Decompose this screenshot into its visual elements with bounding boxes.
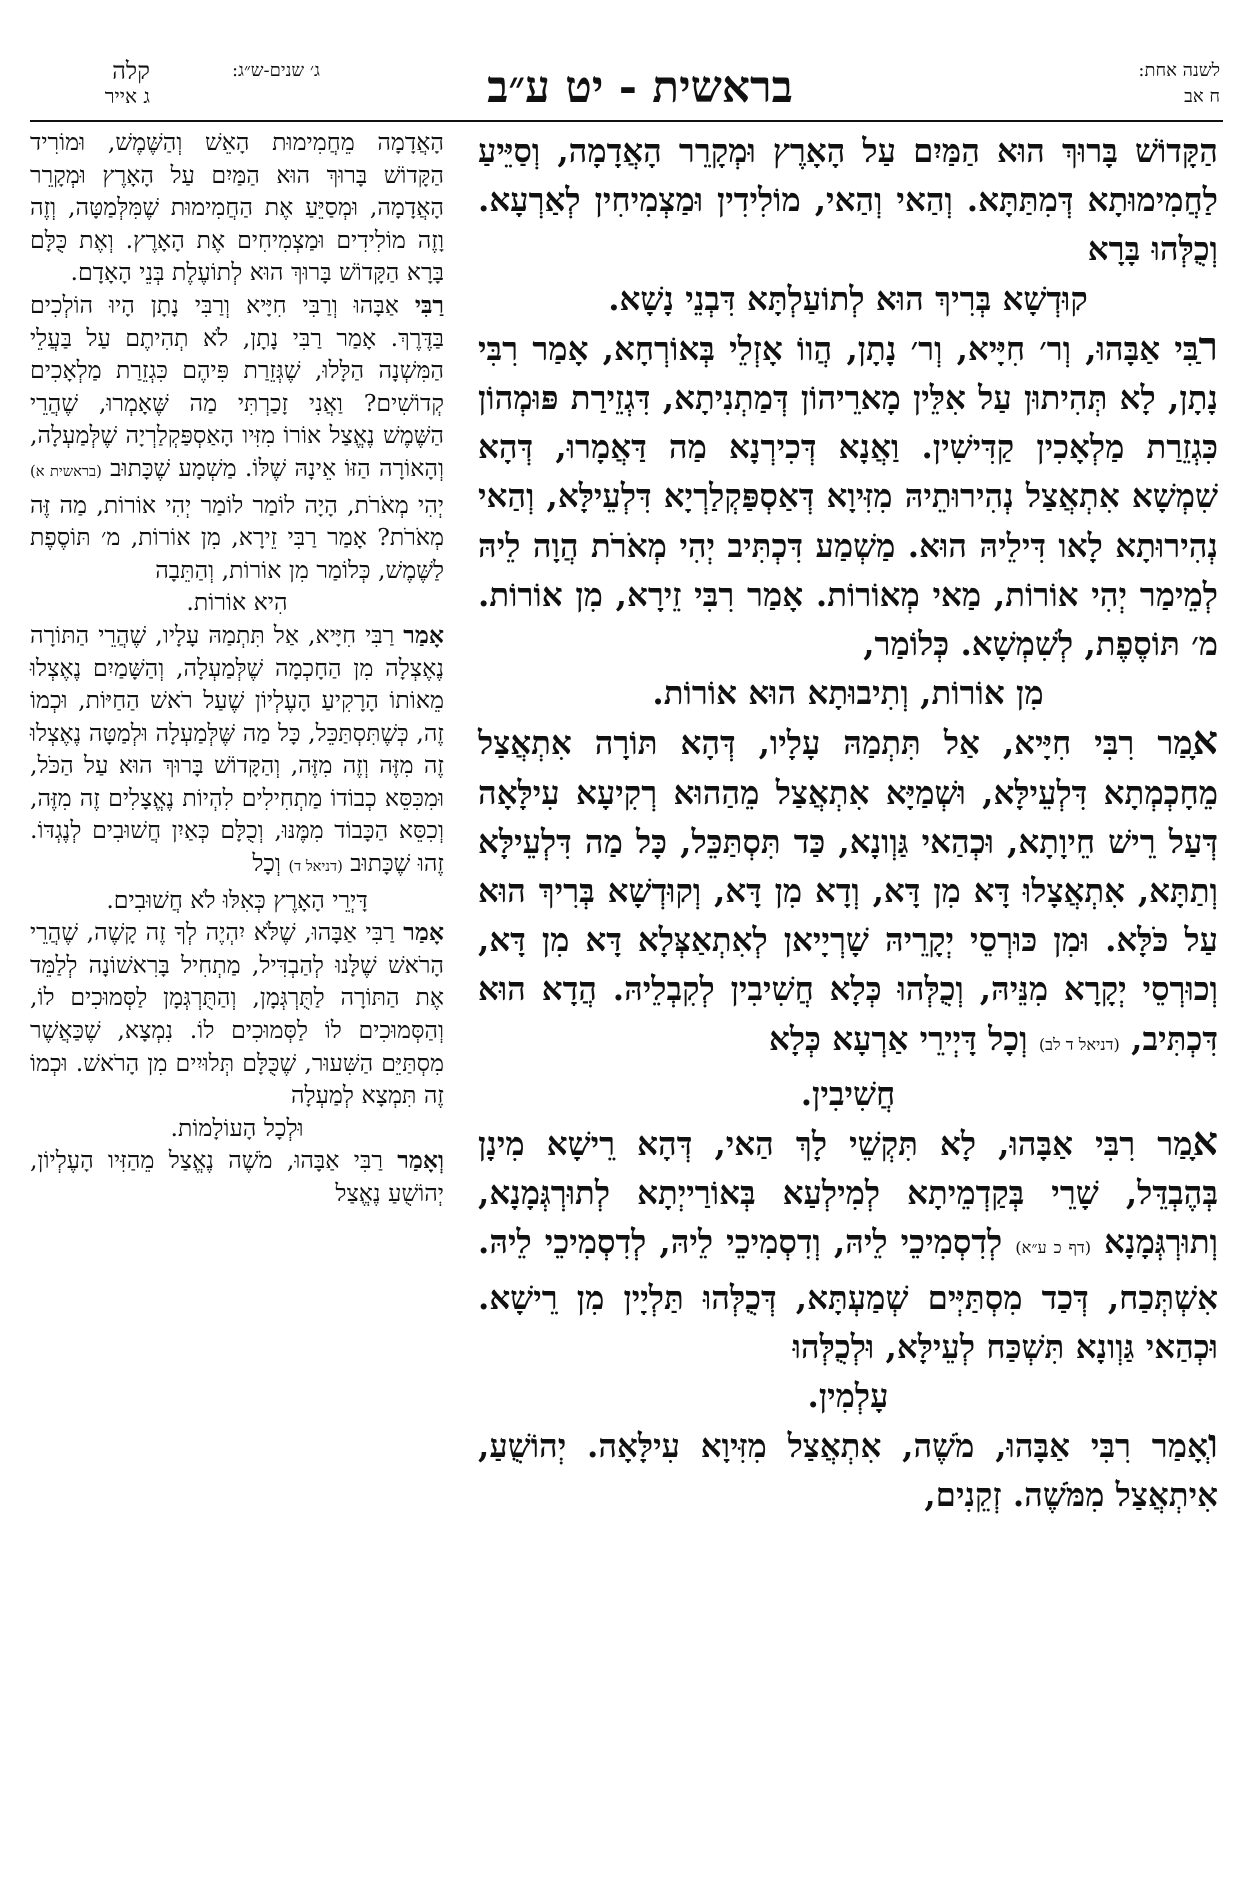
side-source-ref-2: (דניאל ד)	[288, 858, 343, 876]
main-p1-end-text: קוּדְשָׁא בְּרִיךְ הוּא לְתוֹעַלְתָּא דִּבְנֵי נָשָׁא.	[608, 278, 1088, 318]
page-label: קלה	[112, 57, 150, 85]
main-p4-text: ָמַר רִבִּי אַבָּהוּ, לָא תִּקְשֵׁי לָךְ הַאי, דְּהָא רֵישָׁא מִינָן בְּהֶבְדֵּל, שָׁרֵי בְּקַדְמֵיתָא לְמִילְעַא בְּאוֹרַייְתָא לְתוּרְגְּמָנָא, וְתוּרְגְּמָנָא	[478, 1124, 1218, 1262]
header-left	[30, 58, 150, 118]
cycle-label: ג׳ שנים-ש״ג:	[231, 60, 320, 81]
page-title: בראשית - יט ע״ב	[487, 62, 793, 113]
side-s5-text: רַבִּי אַבָּהוּ, מֹשֶׁה נֶאֱצַל מֵהַזִּיו הָעֶלְיוֹן, יְהוֹשֻׁעַ נֶאֱצַל	[30, 1146, 444, 1207]
side-s3b-text: וְכָל	[252, 849, 281, 878]
side-column	[30, 126, 444, 1210]
year-date: ח אב	[1184, 86, 1220, 107]
main-paragraph-3	[478, 717, 1218, 1068]
main-p2-end-text: מִן אוֹרוֹת, וְתִיבוּתָא הוּא אוֹרוֹת.	[652, 673, 1044, 713]
main-paragraph-2	[478, 323, 1218, 668]
side-lead-2: רַבִּי	[414, 290, 444, 319]
main-paragraph-3-end	[478, 1069, 1218, 1118]
main-paragraph-4-end	[478, 1371, 1218, 1420]
side-s1-text: הָאֲדָמָה מֵחֲמִימוּת הָאֵשׁ וְהַשֶּׁמֶשׁ, וּמוֹרִיד הַקָּדוֹשׁ בָּרוּךְ הוּא הַמַּיִם עַל הָאָרֶץ וּמְקָרֵר הָאֲדָמָה, וּמְסַיֵּעַ אֶת הַחֲמִימוּת שֶׁמִּלְּמַטָּה, וְזֶה וָזֶה מוֹלִידִים וּמַצְמִיחִים אֶת הָאָרֶץ. וְאֶת כֻּלָּם בָּרָא הַקָּדוֹשׁ בָּרוּךְ הוּא לְתוֹעֶלֶת בְּנֵי הָאָדָם.	[30, 128, 444, 287]
main-p3-end-text: חֲשִׁיבִין.	[800, 1073, 896, 1113]
side-paragraph-1	[30, 126, 444, 289]
side-lead-5: וְאָמַר	[397, 1146, 445, 1175]
drop-letter-4: א	[1192, 1119, 1218, 1166]
side-s2-text: אַבָּהוּ וְרַבִּי חִיָּיא וְרַבִּי נָתָן הָיוּ הוֹלְכִים בַּדֶּרֶךְ. אָמַר רַבִּי נָתָן, לֹא תְהִיתֶם עַל בַּעֲלֵי הַמִּשְׁנָה הַלָּלוּ, שֶׁגְּזֵרַת פִּיהֶם כִּגְזֵרַת מַלְאָכִים קְדוֹשִׁים? וַאֲנִי זָכַרְתִּי מַה שֶּׁאָמְרוּ, שֶׁהֲרֵי הַשֶּׁמֶשׁ נֶאֱצַל אוֹרוֹ מִזִּיו הָאַסְפַּקְלַרְיָה שֶׁלְּמַעְלָה, וְהָאוֹרָה הַזּוֹ אֵינָהּ שֶׁלּוֹ. מַשְׁמָע שֶׁכָּתוּב	[30, 290, 444, 482]
main-paragraph-1-end	[478, 274, 1218, 323]
main-paragraph-5	[478, 1420, 1218, 1519]
main-paragraph-1	[478, 126, 1218, 274]
hebrew-date: ג אייר	[104, 84, 150, 108]
main-p3-text: ָמַר רִבִּי חִיָּיא, אַל תִּתְמַהּ עָלָיו, דְּהָא תּוֹרָה אִתְאֲצַל מֵחָכְמְתָא דִּלְעֵילָּא, וּשְׁמַיָּא אִתְאֲצַל מֵהַהוּא רְקִיעָא עִילָּאָה דְּעַל רֵישׁ חֵיוָתָא, וּכְהַאי גַּוְונָא, כַּד תִּסְתַּכֵּל, כָּל מַה דִּלְעֵילָּא וְתַתָּא, אִתְאֲצָלוּ דָּא מִן דָּא, וְדָא מִן דָּא, וְקוּדְשָׁא בְּרִיךְ הוּא עַל כֹּלָּא. וּמִן כּוּרְסֵי יְקָרֵיהּ שָׁרְיָיאן לְאִתְאַצְּלָא דָּא מִן דָּא, וְכוּרְסֵי יְקָרָא מִנֵּיהּ, וְכֻלְּהוּ כְּלָא חֲשִׁיבִין לְקִבְלֵיהּ. הֲדָא הוּא דִּכְתִּיב,	[478, 723, 1218, 1058]
main-column	[478, 126, 1218, 1520]
side-s2b-text: יְהִי מְאֹרֹת, הָיָה לוֹמַר לוֹמַר יְהִי אוֹרוֹת, מַה זֶּה מְאֹרֹת? אָמַר רַבִּי זֵירָא, מִן אוֹרוֹת, מ׳ תּוֹסֶפֶת לַשֶּׁמֶשׁ, כְּלוֹמַר מִן אוֹרוֹת, וְהַתֵּבָה	[30, 490, 444, 584]
main-p4-end-text: עָלְמִין.	[807, 1376, 889, 1416]
side-paragraph-5	[30, 1144, 444, 1209]
drop-letter-3: א	[1192, 718, 1218, 765]
side-paragraph-2-end	[30, 586, 444, 619]
side-s3-text: רַבִּי חִיָּיא, אַל תִּתְמַהּ עָלָיו, שֶׁהֲרֵי הַתּוֹרָה נֶאֶצְלָה מִן הַחָכְמָה שֶׁלְּמַעְלָה, וְהַשָּׁמַיִם נֶאֶצְלוּ מֵאוֹתוֹ הָרָקִיעַ הָעֶלְיוֹן שֶׁעַל רֹאשׁ הַחַיּוֹת, וּכְמוֹ זֶה, כְּשֶׁתִּסְתַּכֵּל, כָּל מַה שֶּׁלְּמַעְלָה וּלְמַטָּה נֶאֶצְלוּ זֶה מִזֶּה וְזֶה מִזֶּה, וְהַקָּדוֹשׁ בָּרוּךְ הוּא עַל הַכֹּל, וּמִכִּסֵּא כְבוֹדוֹ מַתְחִילִים לִהְיוֹת נֶאֱצָלִים זֶה מִזֶּה, וְכִסֵּא הַכָּבוֹד מִמֶּנּוּ, וְכֻלָּם כְּאַיִן חֲשׁוּבִים לְנֶגְדּוֹ. זֶהוּ שֶׁכָּתוּב	[30, 620, 444, 878]
main-p5-text: ְאָמַר רִבִּי אַבָּהוּ, מֹשֶׁה, אִתְאֲצַל מִזִּיוָא עִילָּאָה. יְהוֹשֻׁעַ, אִיתְאֲצַל מִמֹּשֶׁה. זְקֵנִים,	[478, 1426, 1218, 1515]
side-paragraph-4	[30, 916, 444, 1112]
main-paragraph-2-end	[478, 668, 1218, 717]
side-paragraph-3	[30, 619, 444, 884]
main-p2-text: ַבִּי אַבָּהוּ, וְר׳ חִיָּיא, וְר׳ נָתָן, הֲווֹ אָזְלֵי בְּאוֹרְחָא, אָמַר רִבִּי נָתָן, לָא תְּהִיתוּן עַל אִלֵּין מָארֵיהוֹן דְּמַתְנִיתָא, דִּגְזֵירַת פּוּמְהוֹן כִּגְזֵרַת מַלְאָכִין קַדִּישִׁין. וַאֲנָא דְּכִירְנָא מַה דַּאֲמָרוּ, דְּהָא שִׁמְשָׁא אִתְאֲצַל נְהִירוּתֵיהּ מִזִּיוָא דְּאַסְפַּקְלַרְיָא דִּלְעֵילָּא, וְהַאי נְהִירוּתָא לָאו דִּילֵיהּ הוּא. מַשְׁמַע דִּכְתִּיב יְהִי מְאֹרֹת הֲוָה לֵיהּ לְמֵימַר יְהִי אוֹרוֹת, מַאי מְאוֹרוֹת. אָמַר רִבִּי זֵירָא, מִן אוֹרוֹת. מ׳ תּוֹסֶפֶת, לְשִׁמְשָׁא. כְּלוֹמַר,	[478, 328, 1218, 664]
drop-letter-5: ו	[1207, 1421, 1218, 1468]
main-p3-tail: וְכָל דָּיְירֵי אַרְעָא כְּלָא	[768, 1018, 1028, 1058]
header-right	[1020, 58, 1220, 118]
header-divider	[30, 120, 1223, 122]
page-ref: (דף כ ע״א)	[1015, 1238, 1092, 1258]
side-paragraph-4-end	[30, 1112, 444, 1145]
source-ref: (דניאל ד לב)	[1038, 1034, 1120, 1054]
main-p1-text: הַקָּדוֹשׁ בָּרוּךְ הוּא הַמַּיִם עַל הָאָרֶץ וּמְקָרֵר הָאֲדָמָה, וְסַיֵּיעַ לַחֲמִימוּתָא דְּמִתַּתָּא. וְהַאי וְהַאי, מוֹלִידִין וּמַצְמִיחִין לְאַרְעָא. וְכֻלְּהוּ בָּרָא	[478, 131, 1218, 269]
side-s2-end-text: הִיא אוֹרוֹת.	[186, 588, 288, 617]
side-lead-4: אָמַר	[403, 918, 444, 947]
year-label: לשנה אחת:	[1138, 60, 1220, 81]
main-p4b-text: לְדִסְמִיכֵי לֵיהּ, וְדִסְמִיכֵי לֵיהּ, לְדִסְמִיכֵי לֵיהּ. אִשְׁתְּכַח, דְּכַד מִסְתַּיְּים שְׁמַעְתָּא, דְּכֻלְּהוּ תַּלְיָין מִן רֵישָׁא. וּכְהַאי גַּוְונָא תִּשְׁכַּח לְעֵילָּא, וּלְכֻלְּהוּ	[478, 1222, 1218, 1366]
side-lead-3: אָמַר	[403, 620, 444, 649]
side-source-ref-1: (בראשית א)	[30, 462, 102, 480]
drop-letter-2: ר	[1198, 323, 1218, 370]
side-s4-end-text: וּלְכָל הָעוֹלָמוֹת.	[170, 1113, 304, 1142]
main-paragraph-4	[478, 1118, 1218, 1371]
side-paragraph-3-end	[30, 884, 444, 917]
side-paragraph-2	[30, 289, 444, 586]
side-s4-text: רַבִּי אַבָּהוּ, שֶׁלֹּא יִהְיֶה לְךָ זֶה קָשֶׁה, שֶׁהֲרֵי הָרֹאשׁ שֶׁלָּנוּ לְהַבְדִּיל, מַתְחִיל בָּרִאשׁוֹנָה לְלַמֵּד אֶת הַתּוֹרָה לַתֻּרְגְּמָן, וְהַתֻּרְגְּמָן לַסְּמוּכִים לוֹ, וְהַסְּמוּכִים לוֹ לַסְּמוּכִים לוֹ. נִמְצָא, שֶׁכַּאֲשֶׁר מִסְתַּיֵּם הַשִּׁעוּר, שֶׁכֻּלָּם תְּלוּיִים מִן הָרֹאשׁ. וּכְמוֹ זֶה תִּמְצָא לְמַעְלָה	[30, 918, 444, 1110]
side-s3-end-text: דָּיְרֵי הָאָרֶץ כְּאִלּוּ לֹא חֲשׁוּבִים.	[106, 885, 368, 914]
